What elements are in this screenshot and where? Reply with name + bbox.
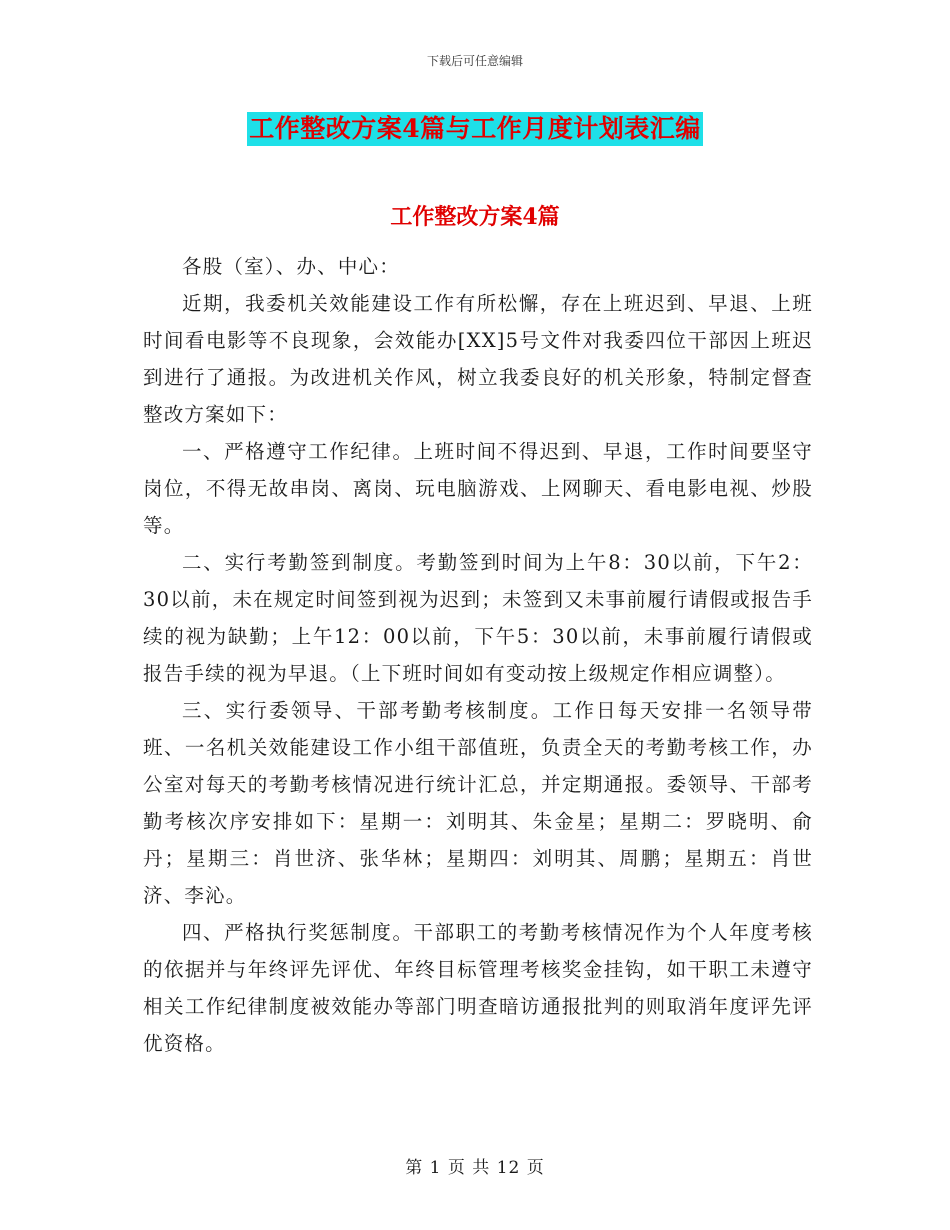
- page-number: 第 1 页 共 12 页: [405, 1158, 545, 1178]
- salutation: 各股（室）、办、中心：: [182, 255, 400, 278]
- paragraph-1: 一、严格遵守工作纪律。上班时间不得迟到、早退，工作时间要坚守岗位，不得无故串岗、离岗、玩电脑游戏、上网聊天、看电影电视、炒股等。: [143, 440, 813, 537]
- paragraph-3: 三、实行委领导、干部考勤考核制度。工作日每天安排一名领导带班、一名机关效能建设工作小组干部值班，负责全天的考勤考核工作，办公室对每天的考勤考核情况进行统计汇总，并定期通报。委领导、干部考勤考核次序安排如下：星期一：刘明其、朱金星；星期二：罗晓明、俞丹；星期三：肖世济、张华林；星期四：刘明其、周鹏；星期五：肖世济、李沁。: [143, 699, 813, 907]
- section-title: 工作整改方案4篇: [390, 204, 560, 230]
- paragraph-4: 四、严格执行奖惩制度。干部职工的考勤考核情况作为个人年度考核的依据并与年终评先评优、年终目标管理考核奖金挂钩，如干职工未遵守相关工作纪律制度被效能办等部门明查暗访通报批判的则取消年度评先评优资格。: [143, 921, 813, 1055]
- paragraph-2: 二、实行考勤签到制度。考勤签到时间为上午8：30以前，下午2：30以前，未在规定时间签到视为迟到；未签到又未事前履行请假或报告手续的视为缺勤；上午12：00以前，下午5：30以前，未事前履行请假或报告手续的视为早退。（上下班时间如有变动按上级规定作相应调整）。: [143, 551, 813, 685]
- document-title-text: 工作整改方案4篇与工作月度计划表汇编: [247, 112, 702, 146]
- page-header-note: 下载后可任意编辑: [426, 54, 523, 68]
- document-body: [143, 248, 813, 1062]
- document-title: [0, 112, 950, 146]
- paragraph-intro: 近期，我委机关效能建设工作有所松懈，存在上班迟到、早退、上班时间看电影等不良现象，会效能办[XX]5号文件对我委四位干部因上班迟到进行了通报。为改进机关作风，树立我委良好的机关形象，特制定督查整改方案如下：: [143, 292, 813, 426]
